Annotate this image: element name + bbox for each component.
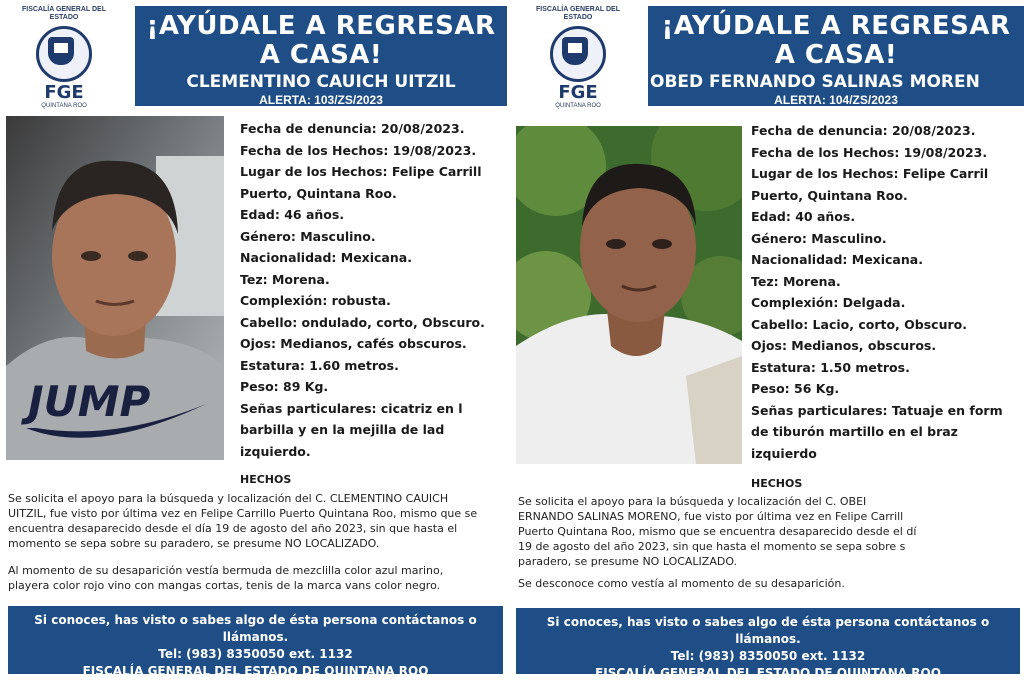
fge-seal-icon: [36, 26, 92, 82]
alert-code: ALERTA: 103/ZS/2023: [259, 93, 383, 107]
detail-line: Cabello: Lacio, corto, Obscuro.: [751, 316, 967, 332]
footer-line1: Si conoces, has visto o sabes algo de ésta persona contáctanos o llámanos.: [546, 615, 990, 646]
missing-person-poster-right: [514, 0, 1024, 682]
detail-line: Estatura: 1.60 metros.: [240, 357, 399, 373]
contact-footer: [516, 608, 1020, 680]
detail-line: Nacionalidad: Mexicana.: [751, 252, 923, 267]
logo-top-text: FISCALÍA GENERAL DEL ESTADO: [21, 6, 106, 21]
fge-logo: [14, 6, 114, 108]
missing-person-poster-left: [0, 0, 507, 682]
detail-line: Género: Masculino.: [751, 230, 887, 246]
alert-code: ALERTA: 104/ZS/2023: [774, 93, 898, 107]
details-list: [751, 120, 1024, 464]
detail-line: Señas particulares: cicatriz en l: [240, 400, 463, 416]
hechos-line: playera color rojo vino con mangas cortas, tenis de la marca vans color negro.: [8, 579, 441, 592]
detail-line: Fecha de denuncia: 20/08/2023.: [240, 121, 465, 136]
footer-line3: FISCALÍA GENERAL DEL ESTADO DE QUINTANA ROO: [595, 666, 941, 680]
detail-line: Tez: Morena.: [240, 271, 330, 287]
detail-line: Estatura: 1.50 metros.: [751, 359, 910, 375]
person-name: CLEMENTINO CAUICH UITZIL: [186, 72, 456, 92]
detail-line: Peso: 89 Kg.: [240, 379, 329, 394]
detail-line: Complexión: Delgada.: [751, 295, 906, 310]
contact-footer: [8, 606, 503, 678]
detail-line: de tiburón martillo en el braz: [751, 424, 958, 439]
detail-line: barbilla y en la mejilla de lad: [240, 422, 445, 437]
fge-seal-icon: [550, 26, 606, 82]
hechos-line: Se solicita el apoyo para la búsqueda y localización del C. CLEMENTINO CAUICH: [8, 492, 449, 505]
detail-line: Puerto, Quintana Roo.: [240, 185, 397, 201]
fge-logo: [528, 6, 628, 108]
footer-phone: Tel: (983) 8350050 ext. 1132: [670, 649, 866, 663]
detail-line: Puerto, Quintana Roo.: [751, 187, 908, 203]
hechos-line: ERNANDO SALINAS MORENO, fue visto por última vez en Felipe Carrill: [518, 510, 904, 523]
footer-line3: FISCALÍA GENERAL DEL ESTADO DE QUINTANA ROO: [82, 664, 429, 678]
header-title-line2: A CASA!: [259, 40, 383, 70]
detail-line: Tez: Morena.: [751, 273, 841, 289]
detail-line: izquierdo.: [240, 443, 311, 459]
hechos-line: Puerto Quintana Roo, mismo que se encuentra desaparecido desde el dí: [518, 525, 917, 538]
logo-sub-text: QUINTANA ROO: [555, 103, 601, 109]
hechos-line: Se solicita el apoyo para la búsqueda y localización del C. OBEI: [518, 495, 867, 508]
header-band: [135, 6, 507, 106]
detail-line: Peso: 56 Kg.: [751, 381, 840, 396]
footer-phone: Tel: (983) 8350050 ext. 1132: [158, 647, 353, 661]
logo-sub-text: QUINTANA ROO: [41, 103, 87, 109]
detail-line: izquierdo: [751, 445, 817, 461]
logo-abbr: FGE: [558, 82, 598, 103]
shirt-text: JUMP: [28, 377, 151, 426]
hechos-line: UITZIL, fue visto por última vez en Felipe Carrillo Puerto Quintana Roo, mismo que se: [8, 507, 478, 520]
person-photo: [6, 116, 224, 460]
hechos-title: HECHOS: [240, 473, 292, 486]
detail-line: Fecha de los Hechos: 19/08/2023.: [240, 142, 477, 158]
logo-abbr: FGE: [44, 82, 84, 103]
hechos-line: Al momento de su desaparición vestía bermuda de mezclilla color azul marino,: [8, 564, 444, 577]
hechos-text: [8, 491, 507, 593]
header-title-line2: A CASA!: [774, 40, 898, 70]
header-title-line1: ¡AYÚDALE A REGRESAR: [661, 11, 1011, 41]
detail-line: Edad: 46 años.: [240, 207, 345, 222]
header-band: [648, 6, 1024, 106]
hechos-line: encuentra desaparecido desde el día 19 de agosto del año 2023, sin que hasta el: [8, 522, 458, 535]
person-name: OBED FERNANDO SALINAS MOREN: [650, 72, 980, 92]
hechos-line: Se desconoce como vestía al momento de su desaparición.: [518, 577, 845, 590]
hechos-title: HECHOS: [751, 477, 803, 490]
hechos-text: [518, 494, 1024, 591]
detail-line: Ojos: Medianos, obscuros.: [751, 338, 937, 353]
hechos-line: 19 de agosto del año 2023, sin que hasta el momento se sepa sobre s: [518, 540, 906, 553]
divider: [508, 0, 513, 682]
detail-line: Fecha de denuncia: 20/08/2023.: [751, 123, 976, 138]
detail-line: Género: Masculino.: [240, 228, 376, 244]
detail-line: Lugar de los Hechos: Felipe Carrill: [240, 164, 482, 179]
footer-line1: Si conoces, has visto o sabes algo de ésta persona contáctanos o llámanos.: [34, 613, 477, 644]
detail-line: Señas particulares: Tatuaje en form: [751, 402, 1003, 418]
detail-line: Cabello: ondulado, corto, Obscuro.: [240, 314, 485, 330]
detail-line: Edad: 40 años.: [751, 209, 856, 224]
hechos-line: paradero, se presume NO LOCALIZADO.: [518, 555, 738, 568]
details-list: [240, 118, 507, 462]
detail-line: Nacionalidad: Mexicana.: [240, 250, 412, 265]
detail-line: Complexión: robusta.: [240, 293, 391, 308]
detail-line: Lugar de los Hechos: Felipe Carril: [751, 166, 989, 181]
person-photo: [516, 126, 742, 464]
hechos-line: [8, 551, 507, 563]
hechos-line: [518, 569, 1024, 576]
header-title-line1: ¡AYÚDALE A REGRESAR: [146, 11, 496, 41]
hechos-line: momento se sepa sobre su paradero, se presume NO LOCALIZADO.: [8, 537, 380, 550]
detail-line: Fecha de los Hechos: 19/08/2023.: [751, 144, 988, 160]
logo-top-text: FISCALÍA GENERAL DEL ESTADO: [535, 6, 620, 21]
detail-line: Ojos: Medianos, cafés obscuros.: [240, 336, 467, 351]
